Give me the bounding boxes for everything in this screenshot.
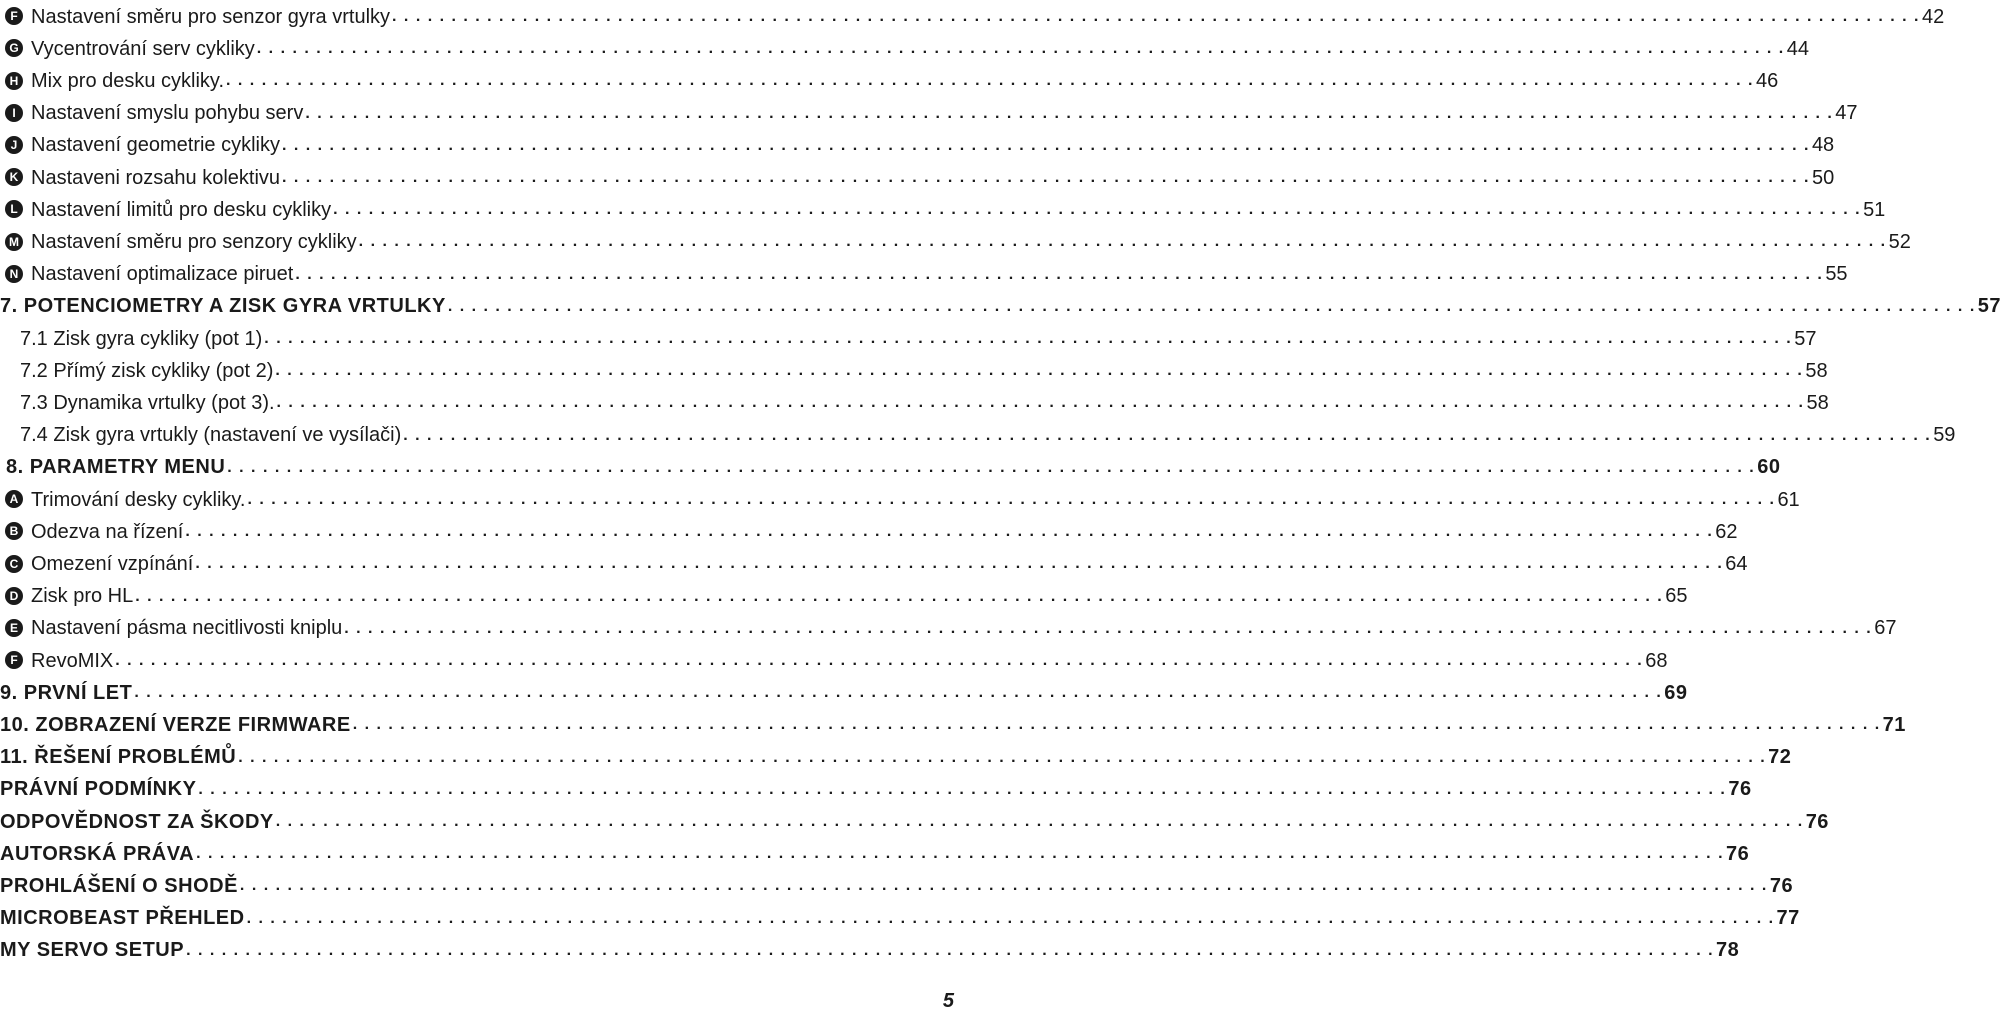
toc-entry-text: 7.2 Přímý zisk cykliky (pot 2) [20, 359, 274, 382]
toc-entry-page: 51 [1863, 198, 1886, 221]
dot-leader: . . . . . . . . . . . . . . . . . . . . . . . . . . . . . . . . . . . . . . . . . . . . . . . . . . . . . . . . . . . . . . . . . . . . . . . . . . . . . . . . . . . . . . . . . . . . . . . . . . . . . . . . . . . . . . . . . . . . . . . . . . . . . . . . . [344, 619, 1873, 637]
toc-entry-page: 48 [1811, 134, 1835, 157]
toc-entry-page: 77 [1776, 907, 1800, 930]
toc-entry-label [5, 6, 390, 29]
dot-leader: . . . . . . . . . . . . . . . . . . . . . . . . . . . . . . . . . . . . . . . . . . . . . . . . . . . . . . . . . . . . . . . . . . . . . . . . . . . . . . . . . . . . . . . . . . . . . . . . . . . . . . . . . . . . . . . . . . . . . . . . . . . . . . . . . [282, 169, 1810, 186]
toc-entry-label [20, 424, 401, 447]
dot-leader: . . . . . . . . . . . . . . . . . . . . . . . . . . . . . . . . . . . . . . . . . . . . . . . . . . . . . . . . . . . . . . . . . . . . . . . . . . . . . . . . . . . . . . . . . . . . . . . . . . . . . . . . . . . . . . . . . . . . . . . . . . . . . . . . . [115, 652, 1644, 669]
dot-leader: . . . . . . . . . . . . . . . . . . . . . . . . . . . . . . . . . . . . . . . . . . . . . . . . . . . . . . . . . . . . . . . . . . . . . . . . . . . . . . . . . . . . . . . . . . . . . . . . . . . . . . . . . . . . . . . . . . . . . . . . . . . . . . . . . [186, 941, 1715, 959]
toc-entry-text: Zisk pro HL [31, 585, 134, 608]
toc-entry-label [0, 875, 238, 898]
toc-entry-label [5, 134, 280, 157]
toc-entry-page: 42 [1921, 5, 1945, 28]
toc-entry-page: 72 [1768, 746, 1792, 769]
toc-entry-text: 7.1 Zisk gyra cykliky (pot 1) [20, 327, 263, 350]
toc-entry-label [0, 778, 196, 801]
dot-leader: . . . . . . . . . . . . . . . . . . . . . . . . . . . . . . . . . . . . . . . . . . . . . . . . . . . . . . . . . . . . . . . . . . . . . . . . . . . . . . . . . . . . . . . . . . . . . . . . . . . . . . . . . . . . . . . . . . . . . . . . . . . . . . . . . [185, 523, 1714, 541]
dot-leader: . . . . . . . . . . . . . . . . . . . . . . . . . . . . . . . . . . . . . . . . . . . . . . . . . . . . . . . . . . . . . . . . . . . . . . . . . . . . . . . . . . . . . . . . . . . . . . . . . . . . . . . . . . . . . . . . . . . . . . . . . . . . . . . . . [403, 426, 1932, 444]
circled-letter-icon: L [5, 200, 23, 218]
toc-entry-label [5, 489, 245, 512]
dot-leader: . . . . . . . . . . . . . . . . . . . . . . . . . . . . . . . . . . . . . . . . . . . . . . . . . . . . . . . . . . . . . . . . . . . . . . . . . . . . . . . . . . . . . . . . . . . . . . . . . . . . . . . . . . . . . . . . . . . . . . . . . . . . . . . . . [352, 716, 1881, 734]
toc-entry[interactable] [0, 66, 1779, 96]
dot-leader: . . . . . . . . . . . . . . . . . . . . . . . . . . . . . . . . . . . . . . . . . . . . . . . . . . . . . . . . . . . . . . . . . . . . . . . . . . . . . . . . . . . . . . . . . . . . . . . . . . . . . . . . . . . . . . . . . . . . . . . . . . . . . . . . . [134, 684, 1663, 702]
toc-entry-text: Nastavení směru pro senzory cykliky [31, 230, 357, 253]
toc-entry[interactable] [0, 614, 1897, 644]
toc-entry-page: 64 [1725, 552, 1748, 575]
toc-entry-page: 59 [1933, 424, 1956, 447]
toc-entry-page: 55 [1825, 263, 1848, 286]
toc-entry-text: 8. PARAMETRY MENU [6, 456, 226, 479]
toc-entry-label [5, 102, 303, 125]
toc-entry-label [5, 553, 193, 576]
toc-entry-text: 7.3 Dynamika vrtulky (pot 3). [20, 391, 275, 414]
toc-entry[interactable] [0, 839, 1750, 869]
toc-entry-page: 68 [1645, 649, 1668, 672]
circled-letter-icon: D [5, 587, 23, 605]
toc-entry-label [0, 907, 245, 930]
toc-entry-text: 7. POTENCIOMETRY A ZISK GYRA VRTULKY [0, 295, 446, 318]
toc-entry-label [0, 682, 132, 705]
toc-entry-page: 65 [1665, 585, 1688, 608]
toc-entry-text: RevoMIX [31, 649, 114, 672]
toc-entry-label [0, 939, 184, 962]
toc-entry-page: 78 [1716, 939, 1740, 962]
toc-entry-page: 60 [1757, 456, 1781, 479]
toc-entry-text: 7.4 Zisk gyra vrtukly (nastavení ve vysílači) [20, 424, 402, 447]
circled-letter-icon: K [5, 168, 23, 186]
toc-entry-label [5, 617, 342, 640]
toc-entry-text: Nastavení pásma necitlivosti kniplu [31, 617, 343, 640]
dot-leader: . . . . . . . . . . . . . . . . . . . . . . . . . . . . . . . . . . . . . . . . . . . . . . . . . . . . . . . . . . . . . . . . . . . . . . . . . . . . . . . . . . . . . . . . . . . . . . . . . . . . . . . . . . . . . . . . . . . . . . . . . . . . . . . . . [256, 40, 1785, 58]
toc-entry-text: Nastavení limitů pro desku cykliky [31, 198, 332, 221]
toc-entry-text: 9. PRVNÍ LET [0, 681, 133, 704]
circled-letter-icon: F [5, 651, 23, 669]
toc-entry-text: Nastavení optimalizace piruet [31, 263, 294, 286]
dot-leader: . . . . . . . . . . . . . . . . . . . . . . . . . . . . . . . . . . . . . . . . . . . . . . . . . . . . . . . . . . . . . . . . . . . . . . . . . . . . . . . . . . . . . . . . . . . . . . . . . . . . . . . . . . . . . . . . . . . . . . . . . . . . . . . . . [333, 201, 1862, 219]
toc-entry[interactable] [0, 195, 1886, 225]
toc-entry-page: 52 [1888, 230, 1911, 253]
toc-entry[interactable] [0, 292, 2001, 322]
circled-letter-icon: G [5, 39, 23, 57]
circled-letter-icon: E [5, 619, 23, 637]
toc-entry-label [20, 360, 273, 383]
toc-entry-label [0, 811, 274, 834]
toc-entry[interactable] [0, 388, 1829, 418]
toc-entry-text: Nastavení smyslu pohybu serv [31, 102, 304, 125]
toc-entry-label [5, 585, 133, 608]
dot-leader: . . . . . . . . . . . . . . . . . . . . . . . . . . . . . . . . . . . . . . . . . . . . . . . . . . . . . . . . . . . . . . . . . . . . . . . . . . . . . . . . . . . . . . . . . . . . . . . . . . . . . . . . . . . . . . . . . . . . . . . . . . . . . . . . . [281, 136, 1810, 154]
toc-entry-page: 57 [1977, 295, 2001, 318]
toc-entry-label [0, 295, 446, 318]
toc-entry-page: 76 [1728, 778, 1752, 801]
toc-entry-page: 58 [1806, 391, 1829, 414]
dot-leader: . . . . . . . . . . . . . . . . . . . . . . . . . . . . . . . . . . . . . . . . . . . . . . . . . . . . . . . . . . . . . . . . . . . . . . . . . . . . . . . . . . . . . . . . . . . . . . . . . . . . . . . . . . . . . . . . . . . . . . . . . . . . . . . . . [264, 330, 1793, 347]
toc-entry-text: Nastavení směru pro senzor gyra vrtulky [31, 5, 391, 28]
dot-leader: . . . . . . . . . . . . . . . . . . . . . . . . . . . . . . . . . . . . . . . . . . . . . . . . . . . . . . . . . . . . . . . . . . . . . . . . . . . . . . . . . . . . . . . . . . . . . . . . . . . . . . . . . . . . . . . . . . . . . . . . . . . . . . . . . [239, 877, 1768, 895]
dot-leader: . . . . . . . . . . . . . . . . . . . . . . . . . . . . . . . . . . . . . . . . . . . . . . . . . . . . . . . . . . . . . . . . . . . . . . . . . . . . . . . . . . . . . . . . . . . . . . . . . . . . . . . . . . . . . . . . . . . . . . . . . . . . . . . . . [295, 265, 1824, 283]
toc-entry-text: Vycentrování serv cykliky [31, 37, 255, 60]
dot-leader: . . . . . . . . . . . . . . . . . . . . . . . . . . . . . . . . . . . . . . . . . . . . . . . . . . . . . . . . . . . . . . . . . . . . . . . . . . . . . . . . . . . . . . . . . . . . . . . . . . . . . . . . . . . . . . . . . . . . . . . . . . . . . . . . . [135, 587, 1664, 605]
toc-entry[interactable] [0, 775, 1752, 805]
toc-entry-label [20, 328, 262, 351]
dot-leader: . . . . . . . . . . . . . . . . . . . . . . . . . . . . . . . . . . . . . . . . . . . . . . . . . . . . . . . . . . . . . . . . . . . . . . . . . . . . . . . . . . . . . . . . . . . . . . . . . . . . . . . . . . . . . . . . . . . . . . . . . . . . . . . . . [247, 491, 1776, 508]
toc-entry-text: 10. ZOBRAZENÍ VERZE FIRMWARE [0, 713, 351, 736]
toc-entry-page: 57 [1794, 327, 1817, 350]
toc-entry[interactable] [0, 356, 1828, 386]
toc-entry-label [5, 38, 255, 61]
dot-leader: . . . . . . . . . . . . . . . . . . . . . . . . . . . . . . . . . . . . . . . . . . . . . . . . . . . . . . . . . . . . . . . . . . . . . . . . . . . . . . . . . . . . . . . . . . . . . . . . . . . . . . . . . . . . . . . . . . . . . . . . . . . . . . . . . [195, 555, 1724, 573]
toc-entry-label [5, 70, 224, 93]
toc-entry[interactable] [0, 807, 1829, 837]
circled-letter-icon: F [5, 7, 23, 25]
toc-entry-page: 46 [1755, 69, 1779, 92]
toc-entry-page: 69 [1664, 681, 1688, 704]
toc-entry[interactable] [0, 936, 1740, 966]
toc-entry-label [0, 714, 351, 737]
toc-entry-page: 62 [1715, 520, 1738, 543]
toc-entry-text: Trimování desky cykliky. [31, 488, 246, 511]
dot-leader: . . . . . . . . . . . . . . . . . . . . . . . . . . . . . . . . . . . . . . . . . . . . . . . . . . . . . . . . . . . . . . . . . . . . . . . . . . . . . . . . . . . . . . . . . . . . . . . . . . . . . . . . . . . . . . . . . . . . . . . . . . . . . . . . . [226, 72, 1754, 90]
toc-entry[interactable] [0, 324, 1817, 354]
toc-entry[interactable] [0, 227, 1911, 257]
dot-leader: . . . . . . . . . . . . . . . . . . . . . . . . . . . . . . . . . . . . . . . . . . . . . . . . . . . . . . . . . . . . . . . . . . . . . . . . . . . . . . . . . . . . . . . . . . . . . . . . . . . . . . . . . . . . . . . . . . . . . . . . . . . . . . . . . [238, 748, 1767, 766]
toc-entry-label [20, 392, 275, 415]
toc-entry-text: MY SERVO SETUP [0, 939, 185, 962]
toc-entry-page: 61 [1777, 488, 1800, 511]
toc-entry[interactable] [0, 710, 1906, 740]
toc-entry-label [5, 263, 293, 286]
toc-entry-page: 71 [1882, 713, 1906, 736]
toc-entry-text: 11. ŘEŠENÍ PROBLÉMŮ [0, 746, 237, 769]
circled-letter-icon: A [5, 490, 23, 508]
toc-entry[interactable] [0, 453, 1781, 483]
toc-entry-label [5, 521, 183, 544]
toc-entry-text: PRÁVNÍ PODMÍNKY [0, 778, 197, 801]
dot-leader: . . . . . . . . . . . . . . . . . . . . . . . . . . . . . . . . . . . . . . . . . . . . . . . . . . . . . . . . . . . . . . . . . . . . . . . . . . . . . . . . . . . . . . . . . . . . . . . . . . . . . . . . . . . . . . . . . . . . . . . . . . . . . . . . . [305, 104, 1834, 122]
toc-entry-page: 76 [1726, 842, 1750, 865]
toc-entry-label [0, 746, 236, 769]
toc-entry-text: Nastavení geometrie cykliky [31, 134, 280, 157]
circled-letter-icon: I [5, 104, 23, 122]
toc-entry-page: 67 [1874, 617, 1897, 640]
circled-letter-icon: B [5, 522, 23, 540]
toc-entry[interactable] [0, 646, 1668, 676]
toc-entry-text: Odezva na řízení [31, 520, 184, 543]
page-number: 5 [942, 990, 954, 1012]
toc-entry-text: Omezení vzpínání [31, 552, 194, 575]
toc-entry-text: PROHLÁŠENÍ O SHODĚ [0, 874, 238, 897]
circled-letter-icon: J [5, 136, 23, 154]
toc-entry-page: 76 [1805, 810, 1829, 833]
toc-entry[interactable] [0, 549, 1748, 579]
toc-entry-label [5, 650, 113, 673]
dot-leader: . . . . . . . . . . . . . . . . . . . . . . . . . . . . . . . . . . . . . . . . . . . . . . . . . . . . . . . . . . . . . . . . . . . . . . . . . . . . . . . . . . . . . . . . . . . . . . . . . . . . . . . . . . . . . . . . . . . . . . . . . . . . . . . . . [392, 8, 1920, 25]
toc-entry[interactable] [0, 678, 1688, 708]
toc-entry[interactable] [0, 260, 1848, 290]
toc-entry[interactable] [0, 871, 1794, 901]
toc-entry[interactable] [0, 131, 1835, 161]
toc-entry[interactable] [0, 517, 1738, 547]
toc-entry-page: 58 [1805, 359, 1828, 382]
dot-leader: . . . . . . . . . . . . . . . . . . . . . . . . . . . . . . . . . . . . . . . . . . . . . . . . . . . . . . . . . . . . . . . . . . . . . . . . . . . . . . . . . . . . . . . . . . . . . . . . . . . . . . . . . . . . . . . . . . . . . . . . . . . . . . . . . [198, 780, 1727, 798]
toc-entry-page: 50 [1811, 166, 1835, 189]
toc-entry[interactable] [0, 2, 1945, 32]
dot-leader: . . . . . . . . . . . . . . . . . . . . . . . . . . . . . . . . . . . . . . . . . . . . . . . . . . . . . . . . . . . . . . . . . . . . . . . . . . . . . . . . . . . . . . . . . . . . . . . . . . . . . . . . . . . . . . . . . . . . . . . . . . . . . . . . . [196, 845, 1725, 863]
toc-entry[interactable] [0, 485, 1800, 515]
toc-entry-text: Nastaveni rozsahu kolektivu [31, 166, 281, 189]
toc-entry[interactable] [0, 421, 1956, 451]
toc-entry-text: AUTORSKÁ PRÁVA [0, 842, 195, 865]
toc-entry[interactable] [0, 34, 1809, 64]
dot-leader: . . . . . . . . . . . . . . . . . . . . . . . . . . . . . . . . . . . . . . . . . . . . . . . . . . . . . . . . . . . . . . . . . . . . . . . . . . . . . . . . . . . . . . . . . . . . . . . . . . . . . . . . . . . . . . . . . . . . . . . . . . . . . . . . . [275, 813, 1804, 830]
circled-letter-icon: C [5, 555, 23, 573]
dot-leader: . . . . . . . . . . . . . . . . . . . . . . . . . . . . . . . . . . . . . . . . . . . . . . . . . . . . . . . . . . . . . . . . . . . . . . . . . . . . . . . . . . . . . . . . . . . . . . . . . . . . . . . . . . . . . . . . . . . . . . . . . . . . . . . . . [275, 362, 1804, 380]
circled-letter-icon: H [5, 72, 23, 90]
toc-entry-label [0, 843, 194, 866]
toc-entry[interactable] [0, 582, 1688, 612]
toc-entry-text: MICROBEAST PŘEHLED [0, 907, 245, 930]
toc-entry[interactable] [0, 743, 1792, 773]
dot-leader: . . . . . . . . . . . . . . . . . . . . . . . . . . . . . . . . . . . . . . . . . . . . . . . . . . . . . . . . . . . . . . . . . . . . . . . . . . . . . . . . . . . . . . . . . . . . . . . . . . . . . . . . . . . . . . . . . . . . . . . . . . . . . . . . . [447, 297, 1976, 315]
dot-leader: . . . . . . . . . . . . . . . . . . . . . . . . . . . . . . . . . . . . . . . . . . . . . . . . . . . . . . . . . . . . . . . . . . . . . . . . . . . . . . . . . . . . . . . . . . . . . . . . . . . . . . . . . . . . . . . . . . . . . . . . . . . . . . . . . [276, 394, 1805, 412]
toc-entry-label [5, 167, 280, 190]
toc-entry[interactable] [0, 904, 1800, 934]
toc-entry-page: 44 [1786, 37, 1809, 60]
dot-leader: . . . . . . . . . . . . . . . . . . . . . . . . . . . . . . . . . . . . . . . . . . . . . . . . . . . . . . . . . . . . . . . . . . . . . . . . . . . . . . . . . . . . . . . . . . . . . . . . . . . . . . . . . . . . . . . . . . . . . . . . . . . . . . . . . [358, 233, 1887, 251]
toc-entry-label [5, 199, 331, 222]
toc-entry[interactable] [0, 99, 1858, 129]
toc-entry-label [5, 231, 357, 254]
toc-entry-label [6, 456, 225, 479]
dot-leader: . . . . . . . . . . . . . . . . . . . . . . . . . . . . . . . . . . . . . . . . . . . . . . . . . . . . . . . . . . . . . . . . . . . . . . . . . . . . . . . . . . . . . . . . . . . . . . . . . . . . . . . . . . . . . . . . . . . . . . . . . . . . . . . . . [227, 458, 1756, 476]
toc-entry[interactable] [0, 163, 1835, 193]
toc-entry-page: 47 [1835, 102, 1858, 125]
circled-letter-icon: M [5, 233, 23, 251]
toc-entry-page: 76 [1769, 874, 1794, 897]
toc-entry-text: Mix pro desku cykliky. [31, 69, 225, 92]
dot-leader: . . . . . . . . . . . . . . . . . . . . . . . . . . . . . . . . . . . . . . . . . . . . . . . . . . . . . . . . . . . . . . . . . . . . . . . . . . . . . . . . . . . . . . . . . . . . . . . . . . . . . . . . . . . . . . . . . . . . . . . . . . . . . . . . . [246, 909, 1775, 927]
toc-entry-text: ODPOVĚDNOST ZA ŠKODY [0, 810, 274, 833]
circled-letter-icon: N [5, 265, 23, 283]
